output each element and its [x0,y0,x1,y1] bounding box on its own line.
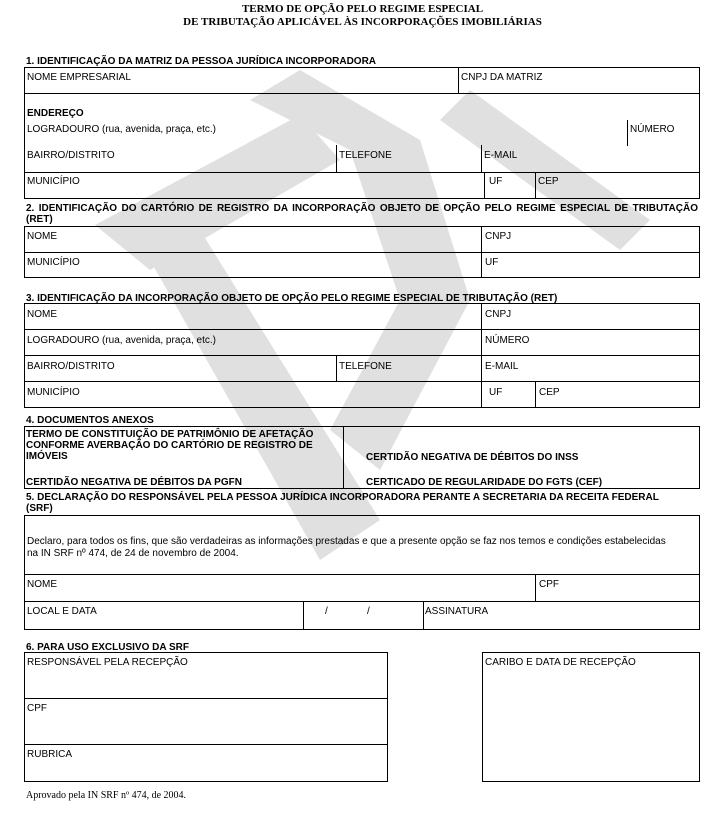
numero-field[interactable]: NÚMERO [630,124,675,135]
responsavel-recepcao-field[interactable]: RESPONSÁVEL PELA RECEPÇÃO [27,657,188,668]
nome-empresarial-field[interactable]: NOME EMPRESARIAL [27,72,131,83]
srf-cpf-field[interactable]: CPF [27,703,47,714]
bairro-field[interactable]: BAIRRO/DISTRITO [27,150,115,161]
responsavel-nome-field[interactable]: NOME [27,579,57,590]
cartorio-nome-field[interactable]: NOME [27,231,57,242]
declaration-text: Declaro, para todos os fins, que são verdadeiras as informações prestadas e que a presente opção se faz nos temos e condições estabelecidas na IN SRF nº 474, de 24 de novembro de 2004. [27,536,666,559]
incorporacao-logradouro-field[interactable]: LOGRADOURO (rua, avenida, praça, etc.) [27,335,216,346]
rubrica-field[interactable]: RUBRICA [27,749,73,760]
email-field[interactable]: E-MAIL [484,150,518,161]
cartorio-municipio-field[interactable]: MUNICÍPIO [27,257,80,268]
endereco-label: ENDEREÇO [27,108,84,119]
cartorio-cnpj-field[interactable]: CNPJ [485,231,512,242]
section4-title: 4. DOCUMENTOS ANEXOS [26,415,154,426]
cep-field[interactable]: CEP [538,176,559,187]
date-separator-2: / [367,606,370,617]
incorporacao-municipio-field[interactable]: MUNICÍPIO [27,387,80,398]
doc-certidao-inss: CERTIDÃO NEGATIVA DE DÉBITOS DO INSS [366,452,579,463]
municipio-field[interactable]: MUNICÍPIO [27,176,80,187]
uf-field[interactable]: UF [489,176,503,187]
carimbo-box [482,652,700,782]
logradouro-field[interactable]: LOGRADOURO (rua, avenida, praça, etc.) [27,124,216,135]
doc-certidao-pgfn: CERTIDÃO NEGATIVA DE DÉBITOS DA PGFN [26,477,242,488]
date-separator-1: / [325,606,328,617]
incorporacao-telefone-field[interactable]: TELEFONE [339,361,392,372]
carimbo-field[interactable]: CARIBO E DATA DE RECEPÇÃO [485,657,636,668]
cnpj-matriz-field[interactable]: CNPJ DA MATRIZ [461,72,543,83]
cartorio-uf-field[interactable]: UF [485,257,499,268]
doc-termo-constituicao: TERMO DE CONSTITUIÇÃO DE PATRIMÔNIO DE AFETAÇÃO CONFORME AVERBAÇÃO DO CARTÓRIO DE REGISTRO DE IMÓVEIS [26,429,314,462]
incorporacao-email-field[interactable]: E-MAIL [485,361,519,372]
assinatura-field[interactable]: ASSINATURA [425,606,489,617]
incorporacao-uf-field[interactable]: UF [489,387,503,398]
local-data-field[interactable]: LOCAL E DATA [27,606,97,617]
telefone-field[interactable]: TELEFONE [339,150,392,161]
incorporacao-numero-field[interactable]: NÚMERO [485,335,530,346]
section5-title: 5. DECLARAÇÃO DO RESPONSÁVEL PELA PESSOA JURÍDICA INCORPORADORA PERANTE A SECRETARIA DA RECEITA FEDERAL (SRF) [26,492,659,514]
incorporacao-nome-field[interactable]: NOME [27,309,57,320]
srf-left-box [24,652,388,782]
section6-title: 6. PARA USO EXCLUSIVO DA SRF [26,642,189,653]
section3-title: 3. IDENTIFICAÇÃO DA INCORPORAÇÃO OBJETO DE OPÇÃO PELO REGIME ESPECIAL DE TRIBUTAÇÃO (RET) [26,293,558,304]
incorporacao-bairro-field[interactable]: BAIRRO/DISTRITO [27,361,115,372]
incorporacao-cep-field[interactable]: CEP [539,387,560,398]
doc-certificado-fgts: CERTICADO DE REGULARIDADE DO FGTS (CEF) [366,477,603,488]
form-title-line1: TERMO DE OPÇÃO PELO REGIME ESPECIAL [241,3,484,15]
form-title-line2: DE TRIBUTAÇÃO APLICÁVEL ÀS INCORPORAÇÕES IMOBILIÁRIAS [183,16,542,28]
section5-box [24,515,700,630]
section2-title: 2. IDENTIFICAÇÃO DO CARTÓRIO DE REGISTRO DA INCORPORAÇÃO OBJETO DE OPÇÃO PELO REGIME ESPECIAL DE TRIBUTAÇÃO (RET) [26,203,698,225]
section1-title: 1. IDENTIFICAÇÃO DA MATRIZ DA PESSOA JURÍDICA INCORPORADORA [26,56,377,67]
incorporacao-cnpj-field[interactable]: CNPJ [485,309,512,320]
responsavel-cpf-field[interactable]: CPF [539,579,559,590]
approval-note: Aprovado pela IN SRF nº 474, de 2004. [26,790,187,801]
